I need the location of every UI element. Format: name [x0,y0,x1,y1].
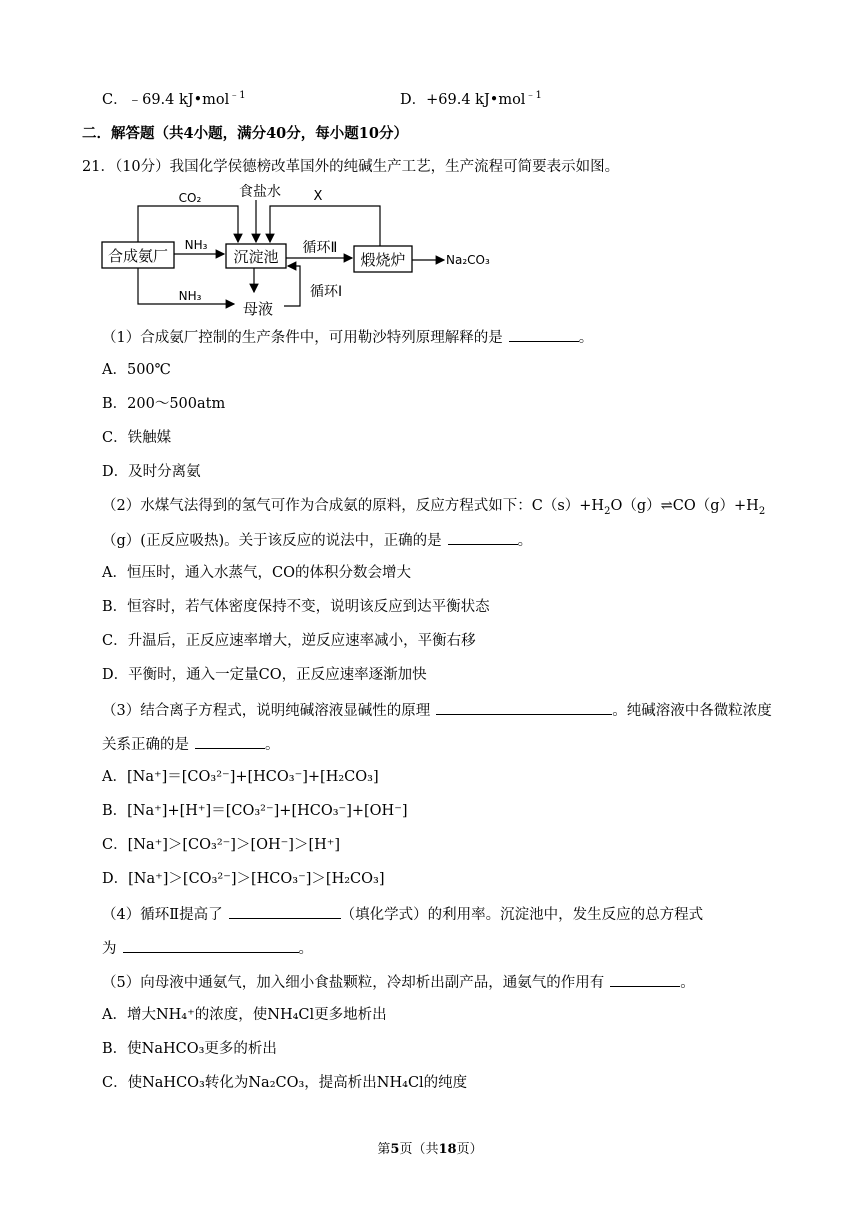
part-2-stem-1b: O（g）⇌CO（g）+H [610,498,759,514]
process-flow-diagram [98,182,518,322]
part-2-stem-2: （g）(正反应吸热)。关于该反应的说法中，正确的是 [102,533,442,549]
question-21-intro: 21．（10分）我国化学侯德榜改革国外的纯碱生产工艺，生产流程可简要表示如图。 [82,159,620,175]
nh3-top-label: NH₃ [184,238,208,252]
part-3-option-a: A．[Na⁺]＝[CO₃²⁻]+[HCO₃⁻]+[H₂CO₃] [102,769,379,785]
option-d-sup: ﹣1 [525,90,542,102]
part-1-option-c: C．铁触媒 [102,430,172,446]
ammonia-plant-label: 合成氨厂 [107,247,169,265]
part-3-stem-1: （3）结合离子方程式，说明纯碱溶液显碱性的原理 [102,703,431,719]
part-4-end: 。 [298,941,313,957]
part-2-option-c: C．升温后，正反应速率增大，逆反应速率减小，平衡右移 [102,633,476,649]
part-3-end: 。 [265,737,280,753]
cycle-2-label: 循环Ⅱ [302,240,338,256]
answer-blank-3b[interactable] [195,733,265,749]
option-c-text: C．﹣69.4 kJ•mol [102,92,230,108]
co2-label: CO₂ [178,191,202,205]
part-1-stem [102,326,593,348]
part-3-stem-line-1 [102,699,772,721]
part-4-stem-1a: （4）循环Ⅱ提高了 [102,907,223,923]
part-2-option-d: D．平衡时，通入一定量CO，正反应速率逐渐加快 [102,667,427,683]
product-label: Na₂CO₃ [446,253,490,267]
part-2-stem-1: （2）水煤气法得到的氢气可作为合成氨的原料，反应方程式如下：C（s）+H [102,498,605,514]
option-c-sup: ﹣1 [229,90,246,102]
part-5-option-b: B．使NaHCO₃更多的析出 [102,1041,277,1057]
part-3-option-b: B．[Na⁺]+[H⁺]＝[CO₃²⁻]+[HCO₃⁻]+[OH⁻] [102,803,408,819]
option-d-text: D．+69.4 kJ•mol [400,92,526,108]
part-5-stem [102,971,695,993]
footer-post: 页） [456,1142,483,1157]
nh3-bottom-label: NH₃ [178,289,202,303]
page-footer [0,1138,860,1157]
part-3-stem-1b: 。纯碱溶液中各微粒浓度 [612,703,772,719]
footer-mid: 页（共 [399,1142,439,1157]
part-3-stem-2: 关系正确的是 [102,737,189,753]
part-3-stem-line-2 [102,733,280,755]
option-c-top [102,90,246,110]
part-4-stem-line-1 [102,903,703,925]
answer-blank-3a[interactable] [436,699,612,715]
part-5-option-c: C．使NaHCO₃转化为Na₂CO₃，提高析出NH₄Cl的纯度 [102,1075,468,1091]
part-3-option-d: D．[Na⁺]＞[CO₃²⁻]＞[HCO₃⁻]＞[H₂CO₃] [102,871,385,887]
part-2-option-b: B．恒容时，若气体密度保持不变，说明该反应到达平衡状态 [102,599,490,615]
part-1-stem-text: （1）合成氨厂控制的生产条件中，可用勒沙特列原理解释的是 [102,330,503,346]
part-4-stem-2: 为 [102,941,117,957]
option-d-top [400,90,542,110]
tank-label: 沉淀池 [233,248,279,266]
brine-label: 食盐水 [239,184,281,200]
part-5-option-a: A．增大NH₄⁺的浓度，使NH₄Cl更多地析出 [102,1007,387,1023]
part-1-end: 。 [578,330,594,346]
answer-blank-4a[interactable] [229,903,341,919]
part-2-end: 。 [517,533,533,549]
footer-page-number: 5 [390,1142,400,1157]
cycle-1-label: 循环Ⅰ [310,284,343,300]
part-2-stem-line-2 [102,529,532,551]
footer-pre: 第 [377,1142,391,1157]
answer-blank-1[interactable] [509,326,579,342]
furnace-label: 煅烧炉 [360,251,406,269]
part-1-option-a: A．500℃ [102,362,171,378]
part-1-option-b: B．200～500atm [102,396,226,412]
part-4-stem-line-2 [102,937,313,959]
part-5-end: 。 [680,975,695,991]
footer-total-pages: 18 [438,1142,457,1157]
answer-blank-2[interactable] [448,529,518,545]
part-2-option-a: A．恒压时，通入水蒸气，CO的体积分数会增大 [102,565,411,581]
mother-liquor-label: 母液 [242,300,274,318]
x-label: X [313,189,323,204]
part-5-stem-text: （5）向母液中通氨气，加入细小食盐颗粒，冷却析出副产品，通氨气的作用有 [102,975,605,991]
section-title: 二．解答题（共4小题，满分40分，每小题10分） [82,125,408,142]
part-4-stem-1b: （填化学式）的利用率。沉淀池中，发生反应的总方程式 [340,907,704,923]
part-3-option-c: C．[Na⁺]＞[CO₃²⁻]＞[OH⁻]＞[H⁺] [102,837,341,853]
part-2-stem-line-1: （2）水煤气法得到的氢气可作为合成氨的原料，反应方程式如下：$C(s)+H_2O(g)\rightleftharpoons CO(g)+H_2$ [102,498,766,517]
answer-blank-4b[interactable] [123,937,299,953]
part-1-option-d: D．及时分离氨 [102,464,201,480]
answer-blank-5[interactable] [610,971,680,987]
